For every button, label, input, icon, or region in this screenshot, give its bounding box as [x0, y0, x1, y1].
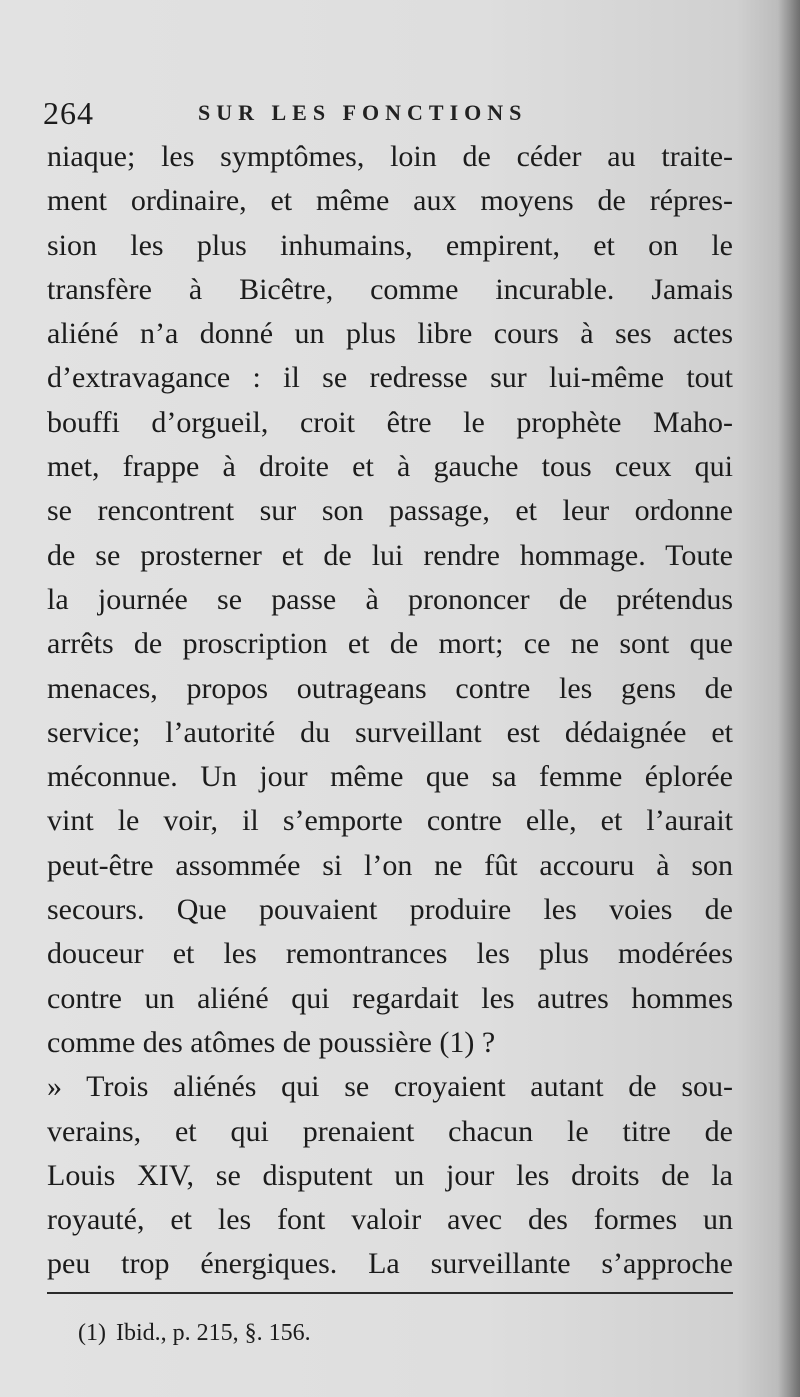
text-line: contre un aliéné qui regardait les autres hommes — [47, 981, 733, 1015]
body-text — [47, 135, 733, 1287]
footnote — [78, 1318, 311, 1348]
text-line: Louis XIV, se disputent un jour les droits de la — [47, 1158, 733, 1192]
text-line: comme des atômes de poussière (1) ? — [47, 1025, 496, 1059]
text-line: niaque; les symptômes, loin de céder au traite- — [47, 140, 733, 173]
text-line: bouffi d’orgueil, croit être le prophète Maho- — [47, 405, 733, 439]
footnote-marker: (1) — [78, 1320, 106, 1346]
text-line: menaces, propos outrageans contre les gens de — [47, 671, 733, 705]
text-line: vint le voir, il s’emporte contre elle, et l’aurait — [47, 804, 733, 838]
text-line: ment ordinaire, et même aux moyens de répres- — [47, 184, 733, 218]
text-line: service; l’autorité du surveillant est dédaignée et — [47, 715, 733, 749]
text-line: peut-être assommée si l’on ne fût accouru à son — [47, 848, 733, 882]
page-header — [43, 88, 752, 138]
text-line: royauté, et les font valoir avec des formes un — [47, 1203, 733, 1237]
text-line: la journée se passe à prononcer de prétendus — [47, 582, 733, 616]
footnote-divider — [47, 1292, 733, 1294]
text-line: » Trois aliénés qui se croyaient autant de sou- — [47, 1070, 733, 1104]
text-line: secours. Que pouvaient produire les voies de — [47, 893, 733, 927]
text-line: transfère à Bicêtre, comme incurable. Jamais — [47, 272, 733, 306]
page-number: 264 — [43, 94, 94, 131]
text-line: aliéné n’a donné un plus libre cours à ses actes — [47, 317, 733, 351]
footnote-text: Ibid., p. 215, §. 156. — [115, 1320, 311, 1346]
page-edge-shadow — [778, 0, 800, 1397]
text-line: met, frappe à droite et à gauche tous ceux qui — [47, 450, 733, 484]
text-line: d’extravagance : il se redresse sur lui-même tout — [47, 361, 733, 395]
text-line: peu trop énergiques. La surveillante s’approche — [47, 1247, 733, 1281]
text-line: douceur et les remontrances les plus modérées — [47, 937, 733, 971]
text-line: verains, et qui prenaient chacun le titre de — [47, 1114, 733, 1148]
text-line: arrêts de proscription et de mort; ce ne sont que — [47, 627, 733, 661]
text-line: de se prosterner et de lui rendre hommage. Toute — [47, 538, 733, 572]
text-line: se rencontrent sur son passage, et leur ordonne — [47, 494, 733, 528]
text-line: méconnue. Un jour même que sa femme éplorée — [47, 760, 733, 794]
running-title: SUR LES FONCTIONS — [198, 100, 528, 125]
text-line: sion les plus inhumains, empirent, et on le — [47, 228, 733, 262]
